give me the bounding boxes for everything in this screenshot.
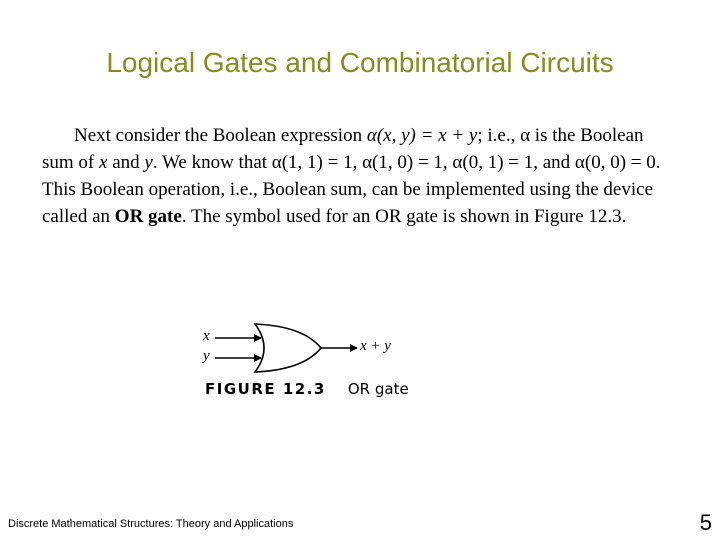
text-run: ; i.e., α is the Boolean [477, 125, 644, 146]
figure-caption [205, 380, 409, 398]
text-run: . We know that α(1, 1) = 1, α(1, 0) = 1, α(0, 1) = 1, and α(0, 0) = 0. [152, 152, 661, 173]
input-y-label: y [203, 348, 210, 364]
text-run: . The symbol used for an OR gate is shown in Figure 12.3. [181, 206, 627, 227]
page-number: 5 [699, 510, 712, 535]
or-gate-icon [195, 318, 435, 378]
figure-number: FIGURE 12.3 [205, 380, 326, 398]
text-run: and [107, 152, 145, 173]
paragraph-line-1 [42, 122, 678, 149]
input-x-label: x [203, 328, 210, 344]
output-label: x + y [360, 338, 391, 354]
figure-title: OR gate [347, 380, 409, 398]
variable-y: y [144, 152, 153, 173]
text-run: called an [42, 206, 115, 227]
body-paragraph [42, 122, 678, 230]
or-gate-term: OR gate [114, 206, 182, 227]
paragraph-line-4 [42, 203, 678, 230]
expression-alpha: α(x, y) = x + y [366, 125, 478, 146]
variable-x: x [99, 152, 108, 173]
text-run: Next consider the Boolean expression [74, 125, 367, 146]
paragraph-line-2 [42, 149, 678, 176]
text-run: sum of [42, 152, 99, 173]
slide-title: Logical Gates and Combinatorial Circuits [106, 47, 614, 78]
figure-or-gate [195, 318, 435, 408]
paragraph-line-3: This Boolean operation, i.e., Boolean sum, can be implemented using the device [42, 179, 654, 200]
slide-footer: Discrete Mathematical Structures: Theory and Applications [8, 518, 294, 530]
